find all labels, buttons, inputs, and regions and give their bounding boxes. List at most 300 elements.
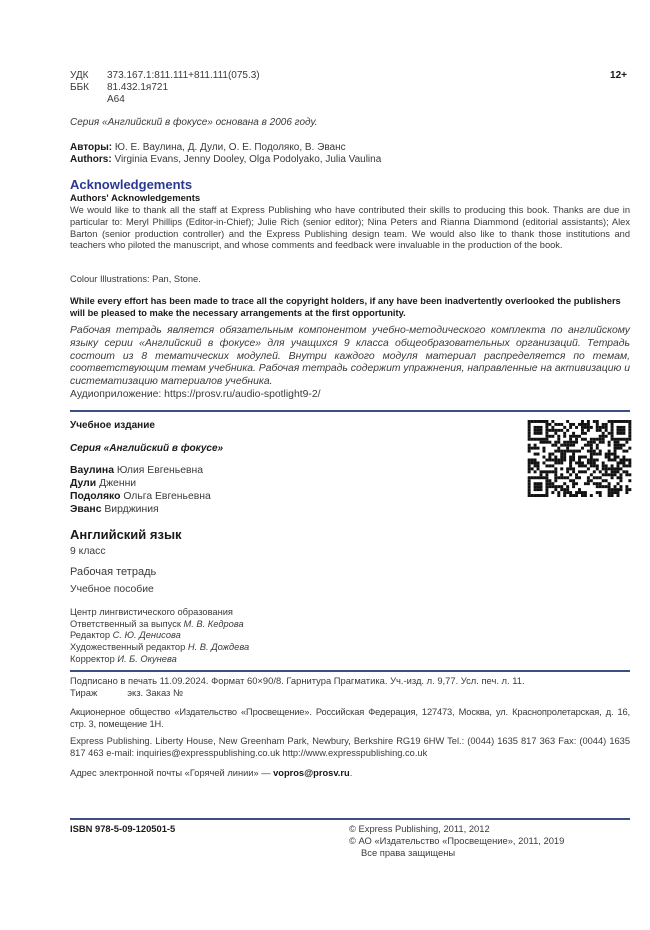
- qr-module: [554, 488, 557, 491]
- qr-module: [554, 470, 557, 473]
- qr-module: [628, 426, 631, 429]
- qr-module: [569, 426, 572, 429]
- qr-module: [575, 426, 578, 429]
- qr-module: [548, 453, 551, 456]
- qr-module: [593, 453, 596, 456]
- qr-module: [560, 461, 563, 464]
- qr-module: [557, 494, 560, 497]
- qr-module: [587, 441, 590, 444]
- author-code: А64: [107, 94, 125, 105]
- qr-module: [599, 435, 602, 438]
- qr-module: [602, 423, 605, 426]
- qr-module: [540, 426, 543, 429]
- qr-module: [542, 470, 545, 473]
- qr-module: [617, 476, 620, 479]
- qr-module: [560, 453, 563, 456]
- qr-module: [614, 470, 617, 473]
- qr-module: [602, 441, 605, 444]
- qr-module: [566, 450, 569, 453]
- copyright-prosv: © АО «Издательство «Просвещение», 2011, 2019: [349, 835, 565, 846]
- qr-module: [578, 470, 581, 473]
- qr-module: [545, 488, 548, 491]
- qr-module: [578, 459, 581, 462]
- qr-module: [614, 453, 617, 456]
- qr-module: [534, 485, 537, 488]
- qr-module: [611, 467, 614, 470]
- qr-module: [528, 420, 531, 423]
- qr-module: [590, 479, 593, 482]
- qr-module: [611, 464, 614, 467]
- bbk-label: ББК: [70, 82, 89, 93]
- qr-module: [563, 444, 566, 447]
- qr-module: [614, 473, 617, 476]
- qr-module: [611, 473, 614, 476]
- run-label: Тираж: [70, 687, 98, 698]
- qr-module: [528, 432, 531, 435]
- qr-module: [569, 438, 572, 441]
- qr-module: [628, 435, 631, 438]
- qr-module: [608, 441, 611, 444]
- qr-module: [628, 473, 631, 476]
- qr-module: [575, 482, 578, 485]
- qr-module: [528, 479, 531, 482]
- qr-module: [572, 435, 575, 438]
- qr-module: [587, 426, 590, 429]
- qr-module: [578, 476, 581, 479]
- qr-module: [584, 470, 587, 473]
- qr-module: [614, 441, 617, 444]
- qr-module: [554, 461, 557, 464]
- qr-module: [537, 429, 540, 432]
- qr-module: [528, 450, 531, 453]
- copyright-note: While every effort has been made to trace all the copyright holders, if any have been inadvertently overlooked the publishers will be pleased to make the necessary arrangements at the first opportunity.: [70, 296, 621, 318]
- qr-module: [548, 456, 551, 459]
- qr-module: [596, 459, 599, 462]
- qr-module: [590, 456, 593, 459]
- qr-module: [572, 432, 575, 435]
- purpose: Учебное пособие: [70, 584, 154, 595]
- qr-module: [557, 438, 560, 441]
- qr-module: [569, 450, 572, 453]
- qr-module: [534, 470, 537, 473]
- qr-module: [554, 432, 557, 435]
- qr-module: [608, 485, 611, 488]
- qr-module: [622, 444, 625, 447]
- qr-module: [611, 435, 614, 438]
- qr-module: [622, 459, 625, 462]
- audio-link[interactable]: Аудиоприложение: https://prosv.ru/audio-spotlight9-2/: [70, 389, 321, 400]
- qr-module: [560, 485, 563, 488]
- qr-module: [590, 473, 593, 476]
- qr-module: [605, 479, 608, 482]
- qr-module: [581, 426, 584, 429]
- qr-module: [619, 429, 622, 432]
- qr-module: [537, 420, 540, 423]
- qr-module: [599, 429, 602, 432]
- qr-module: [572, 485, 575, 488]
- qr-module: [572, 453, 575, 456]
- qr-module: [625, 470, 628, 473]
- qr-module: [545, 470, 548, 473]
- qr-module: [587, 423, 590, 426]
- qr-module: [584, 423, 587, 426]
- qr-module: [545, 438, 548, 441]
- qr-module: [551, 464, 554, 467]
- qr-module: [537, 438, 540, 441]
- publisher-address: Акционерное общество «Издательство «Просвещение». Российская Федерация, 127473, Москва, ул. Краснопролетарская, д. 16, стр. 3, помещение 1Н.: [70, 707, 630, 729]
- qr-module: [590, 426, 593, 429]
- qr-module: [619, 444, 622, 447]
- qr-module: [578, 464, 581, 467]
- qr-module: [531, 476, 534, 479]
- qr-module: [545, 473, 548, 476]
- qr-module: [617, 420, 620, 423]
- qr-module: [554, 429, 557, 432]
- edition-series: Серия «Английский в фокусе»: [70, 443, 224, 454]
- qr-module: [528, 447, 531, 450]
- qr-module: [628, 438, 631, 441]
- qr-module: [611, 488, 614, 491]
- qr-module: [563, 435, 566, 438]
- qr-module: [593, 482, 596, 485]
- qr-module: [531, 420, 534, 423]
- credit: Корректор И. Б. Окунева: [70, 653, 177, 664]
- qr-module: [605, 485, 608, 488]
- qr-module: [540, 420, 543, 423]
- qr-module: [534, 420, 537, 423]
- qr-module: [596, 464, 599, 467]
- qr-module: [622, 429, 625, 432]
- qr-module: [584, 444, 587, 447]
- qr-module: [560, 423, 563, 426]
- qr-module: [625, 438, 628, 441]
- qr-module: [557, 491, 560, 494]
- qr-module: [528, 461, 531, 464]
- qr-module: [581, 429, 584, 432]
- qr-module: [628, 432, 631, 435]
- qr-module: [608, 453, 611, 456]
- qr-module: [572, 423, 575, 426]
- divider: [70, 818, 630, 820]
- qr-module: [584, 494, 587, 497]
- qr-module: [548, 482, 551, 485]
- qr-module: [599, 470, 602, 473]
- qr-module: [617, 432, 620, 435]
- qr-module: [596, 429, 599, 432]
- qr-module: [619, 438, 622, 441]
- qr-module: [551, 485, 554, 488]
- qr-code[interactable]: [527, 420, 632, 497]
- qr-module: [545, 426, 548, 429]
- qr-module: [566, 447, 569, 450]
- copyright-block: [349, 823, 564, 859]
- ack-title: Acknowledgements: [70, 177, 193, 192]
- qr-module: [596, 423, 599, 426]
- credit: Ответственный за выпуск М. В. Кедрова: [70, 618, 244, 629]
- qr-module: [551, 482, 554, 485]
- qr-module: [557, 459, 560, 462]
- qr-module: [545, 482, 548, 485]
- subject-title: Английский язык: [70, 527, 182, 542]
- qr-module: [605, 470, 608, 473]
- qr-module: [542, 420, 545, 423]
- qr-module: [622, 470, 625, 473]
- qr-module: [563, 482, 566, 485]
- qr-module: [617, 429, 620, 432]
- qr-module: [560, 456, 563, 459]
- qr-module: [605, 456, 608, 459]
- qr-module: [537, 485, 540, 488]
- qr-module: [540, 441, 543, 444]
- qr-module: [534, 453, 537, 456]
- qr-module: [581, 420, 584, 423]
- qr-module: [614, 447, 617, 450]
- qr-module: [554, 456, 557, 459]
- qr-module: [599, 426, 602, 429]
- qr-module: [528, 485, 531, 488]
- qr-module: [569, 464, 572, 467]
- qr-module: [628, 429, 631, 432]
- qr-module: [614, 488, 617, 491]
- qr-module: [584, 438, 587, 441]
- qr-module: [608, 444, 611, 447]
- qr-module: [545, 423, 548, 426]
- qr-module: [566, 444, 569, 447]
- qr-module: [619, 488, 622, 491]
- qr-module: [545, 491, 548, 494]
- qr-module: [528, 491, 531, 494]
- qr-module: [563, 432, 566, 435]
- qr-module: [584, 464, 587, 467]
- qr-module: [575, 461, 578, 464]
- classification-block: [70, 70, 630, 106]
- qr-module: [611, 429, 614, 432]
- copyright-express: © Express Publishing, 2011, 2012: [349, 823, 490, 834]
- qr-module: [575, 491, 578, 494]
- qr-module: [596, 444, 599, 447]
- qr-module: [608, 459, 611, 462]
- qr-module: [566, 476, 569, 479]
- authors-en-label: Authors:: [70, 154, 112, 165]
- qr-module: [611, 491, 614, 494]
- qr-module: [581, 461, 584, 464]
- qr-module: [548, 464, 551, 467]
- udk-value: 373.167.1:811.111+811.111(075.3): [107, 70, 260, 81]
- print-signed: Подписано в печать 11.09.2024. Формат 60×90/8. Гарнитура Прагматика. Уч.-изд. л. 9,77. Усл. печ. л. 11.: [70, 675, 525, 686]
- credit: Редактор С. Ю. Денисова: [70, 630, 181, 641]
- qr-module: [563, 441, 566, 444]
- qr-module: [566, 488, 569, 491]
- qr-module: [569, 467, 572, 470]
- qr-module: [622, 432, 625, 435]
- qr-module: [557, 447, 560, 450]
- qr-module: [593, 461, 596, 464]
- ack-body: We would like to thank all the staff at Express Publishing who have contributed their skills to producing this book. Thanks are due in particular to: Meryl Phillips (Editor-in-Chief); Julie Rich (senior editor); Nina Peters and Rianna Diammond (editorial assistants); Alex Barton (senior production controller) and the Express Publishing design team. We would also like to thank those institutions and teachers who piloted the manuscript, and whose comments and feedback were invaluable in the production of the book.: [70, 205, 630, 251]
- qr-module: [528, 435, 531, 438]
- qr-module: [540, 482, 543, 485]
- qr-module: [593, 450, 596, 453]
- qr-module: [554, 479, 557, 482]
- qr-module: [593, 441, 596, 444]
- qr-module: [542, 476, 545, 479]
- qr-module: [581, 494, 584, 497]
- qr-module: [617, 447, 620, 450]
- qr-module: [531, 447, 534, 450]
- qr-module: [551, 444, 554, 447]
- qr-module: [599, 485, 602, 488]
- qr-module: [528, 482, 531, 485]
- qr-module: [554, 485, 557, 488]
- qr-module: [534, 447, 537, 450]
- isbn: ISBN 978-5-09-120501-5: [70, 823, 176, 834]
- qr-module: [619, 473, 622, 476]
- qr-module: [625, 473, 628, 476]
- qr-module: [614, 459, 617, 462]
- qr-module: [596, 482, 599, 485]
- qr-module: [617, 456, 620, 459]
- qr-module: [566, 467, 569, 470]
- rights-reserved: Все права защищены: [361, 847, 456, 858]
- authors-block: [70, 142, 630, 166]
- qr-module: [625, 420, 628, 423]
- qr-module: [625, 491, 628, 494]
- qr-module: [540, 476, 543, 479]
- qr-module: [545, 485, 548, 488]
- qr-module: [602, 473, 605, 476]
- qr-module: [531, 467, 534, 470]
- qr-module: [611, 438, 614, 441]
- qr-module: [602, 432, 605, 435]
- qr-module: [569, 473, 572, 476]
- qr-module: [554, 459, 557, 462]
- qr-module: [528, 488, 531, 491]
- authors-ru-label: Авторы:: [70, 142, 113, 153]
- qr-module: [593, 476, 596, 479]
- qr-module: [534, 426, 537, 429]
- qr-module: [572, 441, 575, 444]
- qr-module: [614, 456, 617, 459]
- qr-module: [602, 438, 605, 441]
- qr-module: [599, 476, 602, 479]
- qr-module: [622, 450, 625, 453]
- qr-module: [617, 467, 620, 470]
- age-rating: 12+: [610, 70, 627, 81]
- qr-module: [551, 435, 554, 438]
- qr-module: [557, 429, 560, 432]
- qr-module: [537, 494, 540, 497]
- qr-module: [548, 435, 551, 438]
- qr-module: [619, 485, 622, 488]
- qr-module: [614, 450, 617, 453]
- qr-module: [608, 432, 611, 435]
- qr-module: [596, 447, 599, 450]
- qr-module: [542, 461, 545, 464]
- qr-module: [572, 456, 575, 459]
- qr-module: [572, 444, 575, 447]
- qr-module: [545, 435, 548, 438]
- qr-module: [625, 464, 628, 467]
- qr-module: [572, 459, 575, 462]
- qr-module: [617, 461, 620, 464]
- qr-module: [611, 420, 614, 423]
- qr-module: [528, 459, 531, 462]
- express-address: Express Publishing. Liberty House, New Greenham Park, Newbury, Berkshire RG19 6HW Tel.: (0044) 1635 817 363 Fax: (0044) 1635 817 463 e-mail: inquiries@expresspublishing.co.uk http://www.expresspublishing.co.uk: [70, 736, 630, 758]
- qr-module: [566, 470, 569, 473]
- qr-module: [569, 435, 572, 438]
- grade: 9 класс: [70, 546, 106, 557]
- qr-module: [617, 482, 620, 485]
- qr-module: [628, 464, 631, 467]
- qr-module: [528, 429, 531, 432]
- qr-module: [537, 453, 540, 456]
- qr-module: [566, 429, 569, 432]
- qr-module: [540, 494, 543, 497]
- qr-module: [548, 470, 551, 473]
- qr-module: [617, 438, 620, 441]
- qr-module: [587, 461, 590, 464]
- qr-module: [605, 423, 608, 426]
- qr-module: [628, 447, 631, 450]
- qr-module: [566, 491, 569, 494]
- qr-module: [619, 461, 622, 464]
- qr-module: [560, 459, 563, 462]
- qr-module: [590, 450, 593, 453]
- qr-module: [596, 467, 599, 470]
- qr-module: [557, 441, 560, 444]
- qr-module: [584, 426, 587, 429]
- qr-module: [557, 435, 560, 438]
- qr-module: [602, 461, 605, 464]
- qr-module: [590, 459, 593, 462]
- qr-module: [608, 494, 611, 497]
- qr-module: [569, 423, 572, 426]
- qr-module: [548, 485, 551, 488]
- ack-subtitle: Authors' Acknowledgements: [70, 193, 201, 204]
- qr-module: [596, 438, 599, 441]
- qr-module: [575, 473, 578, 476]
- qr-module: [560, 429, 563, 432]
- qr-module: [563, 453, 566, 456]
- qr-module: [619, 476, 622, 479]
- qr-module: [575, 476, 578, 479]
- qr-module: [590, 494, 593, 497]
- qr-module: [584, 491, 587, 494]
- qr-module: [537, 447, 540, 450]
- qr-module: [614, 485, 617, 488]
- qr-module: [602, 464, 605, 467]
- qr-module: [599, 494, 602, 497]
- qr-module: [619, 467, 622, 470]
- qr-module: [590, 447, 593, 450]
- qr-module: [542, 494, 545, 497]
- qr-module: [611, 423, 614, 426]
- qr-module: [590, 464, 593, 467]
- qr-module: [608, 450, 611, 453]
- qr-module: [602, 435, 605, 438]
- qr-module: [608, 456, 611, 459]
- qr-module: [575, 494, 578, 497]
- qr-module: [599, 453, 602, 456]
- qr-module: [551, 420, 554, 423]
- qr-module: [540, 432, 543, 435]
- qr-module: [619, 479, 622, 482]
- qr-module: [587, 482, 590, 485]
- qr-module: [537, 426, 540, 429]
- qr-module: [528, 494, 531, 497]
- hotline-email[interactable]: vopros@prosv.ru: [273, 768, 350, 778]
- qr-module: [596, 476, 599, 479]
- qr-module: [611, 476, 614, 479]
